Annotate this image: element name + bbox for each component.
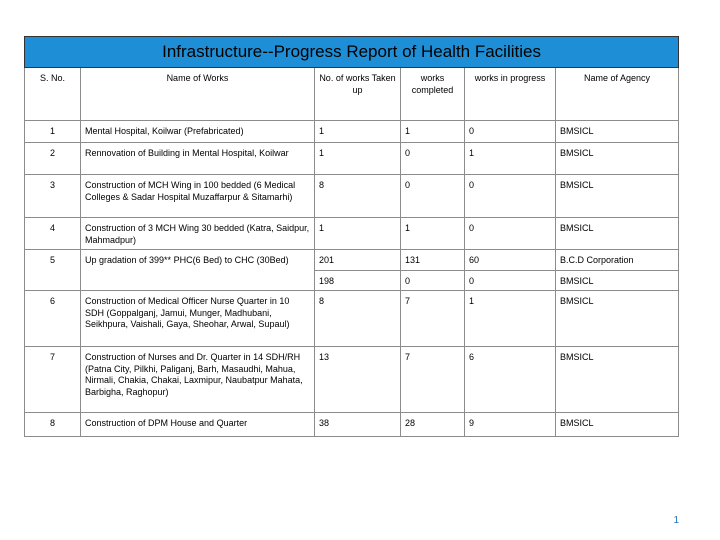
cell-sno: 7 xyxy=(25,347,81,413)
header-in-progress: works in progress xyxy=(465,68,556,121)
cell-taken-up: 1 xyxy=(315,218,401,250)
cell-completed: 7 xyxy=(401,291,465,347)
cell-completed: 0 xyxy=(401,175,465,218)
cell-sno: 1 xyxy=(25,121,81,143)
cell-in-progress: 0 xyxy=(465,121,556,143)
cell-completed: 0 xyxy=(401,270,465,291)
table-row xyxy=(25,291,679,347)
cell-in-progress: 0 xyxy=(465,175,556,218)
table-row xyxy=(25,413,679,437)
cell-in-progress: 1 xyxy=(465,143,556,175)
cell-name: Construction of DPM House and Quarter xyxy=(81,413,315,437)
cell-completed: 0 xyxy=(401,143,465,175)
cell-completed: 28 xyxy=(401,413,465,437)
table-row xyxy=(25,218,679,250)
cell-name: Mental Hospital, Koilwar (Prefabricated) xyxy=(81,121,315,143)
cell-completed: 7 xyxy=(401,347,465,413)
table-row xyxy=(25,175,679,218)
cell-name: Rennovation of Building in Mental Hospital, Koilwar xyxy=(81,143,315,175)
header-completed: works completed xyxy=(401,68,465,121)
header-taken-up: No. of works Taken up xyxy=(315,68,401,121)
cell-in-progress: 60 xyxy=(465,250,556,271)
cell-in-progress: 6 xyxy=(465,347,556,413)
cell-agency: BMSICL xyxy=(556,413,679,437)
table-row xyxy=(25,347,679,413)
cell-agency: BMSICL xyxy=(556,218,679,250)
cell-taken-up: 1 xyxy=(315,143,401,175)
cell-sno: 2 xyxy=(25,143,81,175)
cell-sno: 3 xyxy=(25,175,81,218)
cell-taken-up: 201 xyxy=(315,250,401,271)
table-row xyxy=(25,143,679,175)
cell-completed: 1 xyxy=(401,218,465,250)
cell-sno: 6 xyxy=(25,291,81,347)
cell-taken-up: 38 xyxy=(315,413,401,437)
cell-agency: BMSICL xyxy=(556,291,679,347)
cell-in-progress: 0 xyxy=(465,218,556,250)
cell-taken-up: 8 xyxy=(315,291,401,347)
cell-agency: BMSICL xyxy=(556,143,679,175)
cell-sno: 8 xyxy=(25,413,81,437)
cell-name: Construction of 3 MCH Wing 30 bedded (Katra, Saidpur, Mahmadpur) xyxy=(81,218,315,250)
table-row xyxy=(25,121,679,143)
cell-taken-up: 13 xyxy=(315,347,401,413)
cell-in-progress: 0 xyxy=(465,270,556,291)
cell-taken-up: 8 xyxy=(315,175,401,218)
cell-name: Construction of Medical Officer Nurse Quarter in 10 SDH (Goppalganj, Jamui, Munger, Madhubani, Seikhpura, Vaishali, Gaya, Sheohar, Arwal, Supaul) xyxy=(81,291,315,347)
cell-agency: BMSICL xyxy=(556,121,679,143)
cell-completed: 1 xyxy=(401,121,465,143)
cell-sno: 5 xyxy=(25,250,81,291)
cell-agency: B.C.D Corporation xyxy=(556,250,679,271)
table-row xyxy=(25,250,679,271)
report-title: Infrastructure--Progress Report of Health Facilities xyxy=(25,37,679,68)
cell-agency: BMSICL xyxy=(556,270,679,291)
cell-taken-up: 1 xyxy=(315,121,401,143)
header-sno: S. No. xyxy=(25,68,81,121)
cell-agency: BMSICL xyxy=(556,347,679,413)
cell-name: Up gradation of 399** PHC(6 Bed) to CHC (30Bed) xyxy=(81,250,315,291)
cell-in-progress: 1 xyxy=(465,291,556,347)
cell-in-progress: 9 xyxy=(465,413,556,437)
cell-name: Construction of MCH Wing in 100 bedded (6 Medical Colleges & Sadar Hospital Muzaffarpur & Sitamarhi) xyxy=(81,175,315,218)
header-agency: Name of Agency xyxy=(556,68,679,121)
cell-taken-up: 198 xyxy=(315,270,401,291)
cell-sno: 4 xyxy=(25,218,81,250)
progress-report-table xyxy=(24,36,679,437)
cell-agency: BMSICL xyxy=(556,175,679,218)
cell-name: Construction of Nurses and Dr. Quarter in 14 SDH/RH (Patna City, Pilkhi, Paliganj, Barh, Masaudhi, Mahua, Nirmali, Chakia, Chakai, Laxmipur, Naubatpur Mahata, Barbigha, Raghopur) xyxy=(81,347,315,413)
cell-completed: 131 xyxy=(401,250,465,271)
page-number: 1 xyxy=(673,515,679,526)
header-name-of-works: Name of Works xyxy=(81,68,315,121)
